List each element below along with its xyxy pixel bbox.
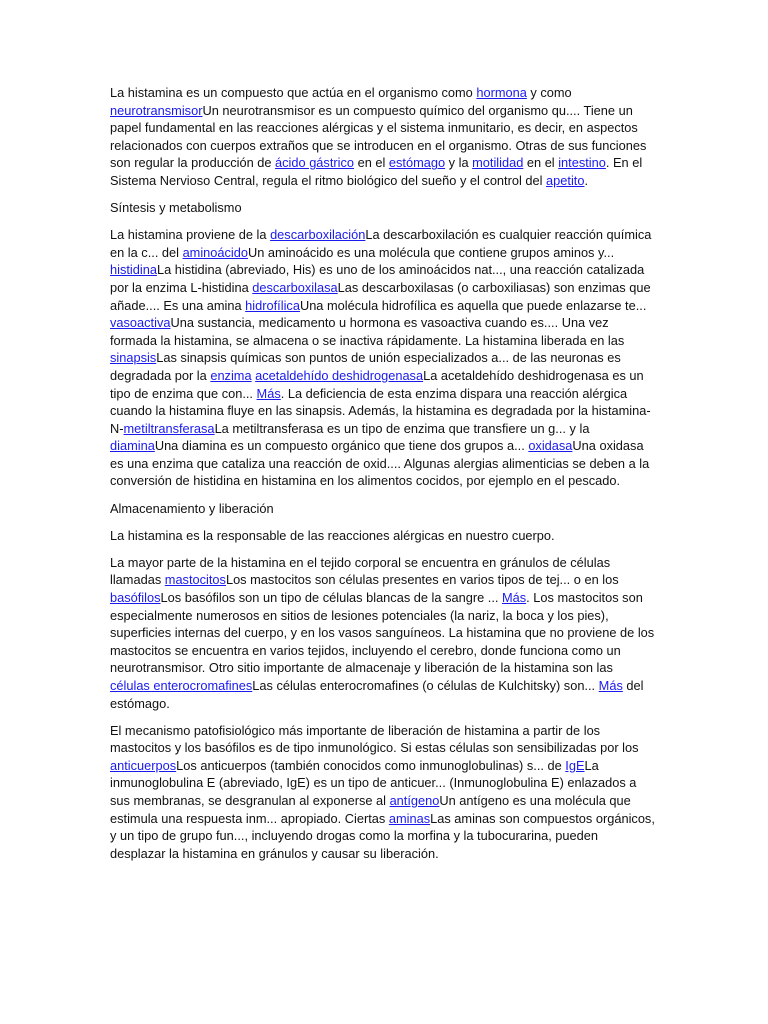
text-run: La metiltransferasa es un tipo de enzima que transfiere un g... y la xyxy=(214,420,590,436)
inline-link[interactable]: metiltransferasa xyxy=(123,420,215,436)
text-run: . La deficiencia de esta enzima dispara una reacción alérgica cuando la histamina fluye en las sinapsis. Además, la histamina es degradada por la histamina-N- xyxy=(110,385,651,436)
paragraph xyxy=(110,84,656,190)
inline-link[interactable]: descarboxilasa xyxy=(252,279,338,295)
inline-link[interactable]: aminoácido xyxy=(182,244,249,260)
text-run: La histamina proviene de la xyxy=(110,227,271,243)
text-run: Los basófilos son un tipo de células blancas de la sangre ... xyxy=(160,589,502,605)
inline-link[interactable]: Más xyxy=(501,589,527,605)
inline-link[interactable]: diamina xyxy=(110,438,155,454)
text-run: . Los mastocitos son especialmente numerosos en sitios de lesiones potenciales (la nariz, la boca y los pies), superficies internas del cuerpo, y en los vasos sanguíneos. La histamina que no proviene de los mastocitos se encuentra en varios tejidos, incluyendo el cerebro, donde funciona como un neurotransmisor. Otro sitio importante de almacenaje y liberación de la histamina son las xyxy=(110,589,655,676)
paragraph xyxy=(110,554,656,712)
document-body xyxy=(110,84,656,872)
inline-link[interactable]: acetaldehído deshidrogenasa xyxy=(255,367,424,383)
inline-link[interactable]: oxidasa xyxy=(528,438,573,454)
section-heading xyxy=(110,500,656,518)
text-run: Las descarboxilasas (o carboxiliasas) son enzimas que añade.... Es una amina xyxy=(110,279,651,313)
text-run: Una molécula hidrofílica es aquella que puede enlazarse te... xyxy=(299,297,647,313)
text-run: La descarboxilación es cualquier reacción química en la c... del xyxy=(110,227,652,260)
section-heading xyxy=(110,199,656,217)
text-run: . xyxy=(584,172,589,188)
text-run: Las sinapsis químicas son puntos de unión especializados a... de las neuronas es degradada por la xyxy=(110,350,621,383)
inline-link[interactable]: estómago xyxy=(388,155,446,171)
text-run: Un aminoácido es una molécula que contiene grupos aminos y... xyxy=(248,244,615,260)
inline-link[interactable]: basófilos xyxy=(110,589,161,605)
inline-link[interactable]: IgE xyxy=(565,757,585,773)
inline-link[interactable]: neurotransmisor xyxy=(110,102,203,118)
inline-link[interactable]: Más xyxy=(598,677,623,693)
text-run: La inmunoglobulina E (abreviado, IgE) es un tipo de anticuer... (Inmunoglobulina E) enlazados a sus membranas, se desgranulan al exponerse al xyxy=(110,757,637,808)
inline-link[interactable]: intestino xyxy=(558,155,606,171)
text-run: en el xyxy=(523,155,559,171)
paragraph xyxy=(110,722,656,863)
text-run: Las células enterocromafines (o células de Kulchitsky) son... xyxy=(252,677,599,693)
text-run: Una sustancia, medicamento u hormona es vasoactiva cuando es.... Una vez formada la histamina, se almacena o se inactiva rápidamente. La histamina liberada en las xyxy=(110,315,625,348)
text-run: Las aminas son compuestos orgánicos, y un tipo de grupo fun..., incluyendo drogas como la morfina y la tubocurarina, pueden desplazar la histamina en gránulos y causar su liberación. xyxy=(110,810,655,861)
text-run: Una oxidasa es una enzima que cataliza una reacción de oxid.... Algunas alergias alimenticias se deben a la conversión de histidina en histamina en los alimentos cocidos, por ejemplo en el pescado. xyxy=(110,438,650,489)
inline-link[interactable]: Más xyxy=(256,385,281,401)
inline-link[interactable]: células enterocromafines xyxy=(110,677,253,693)
inline-link[interactable]: sinapsis xyxy=(110,350,157,366)
inline-link[interactable]: mastocitos xyxy=(164,572,226,588)
inline-link[interactable]: motilidad xyxy=(472,155,524,171)
text-run: La histidina (abreviado, His) es uno de los aminoácidos nat..., una reacción catalizada por la enzima L-histidina xyxy=(110,262,645,295)
inline-link[interactable]: apetito xyxy=(546,172,585,188)
text-run: en el xyxy=(354,155,389,171)
text-run: y la xyxy=(445,155,473,171)
text-run: El mecanismo patofisiológico más importante de liberación de histamina a partir de los mastocitos y los basófilos es de tipo inmunológico. Si estas células son sensibilizadas por los xyxy=(110,722,639,756)
text-run: del estómago. xyxy=(110,677,644,711)
text-run: Almacenamiento y liberación xyxy=(110,500,274,516)
text-run: Un neurotransmisor es un compuesto químico del organismo qu.... Tiene un papel fundamental en las reacciones alérgicas y el sistema inmunitario, es decir, en aspectos relacionados con cuerpos extraños que se introducen en el organismo. Otras de sus funciones son regular la producción de xyxy=(110,102,647,171)
text-run: La mayor parte de la histamina en el tejido corporal se encuentra en gránulos de células llamadas xyxy=(110,554,611,588)
text-run: La histamina es la responsable de las reacciones alérgicas en nuestro cuerpo. xyxy=(110,527,555,543)
inline-link[interactable]: vasoactiva xyxy=(110,315,171,331)
text-run: La histamina es un compuesto que actúa en el organismo como xyxy=(110,85,477,100)
text-run: Un antígeno es una molécula que estimula una respuesta inm... apropiado. Ciertas xyxy=(110,792,631,826)
inline-link[interactable]: hormona xyxy=(476,85,527,100)
paragraph xyxy=(110,527,656,545)
inline-link[interactable]: ácido gástrico xyxy=(275,155,355,171)
text-run: Una diamina es un compuesto orgánico que tiene dos grupos a... xyxy=(154,438,529,454)
text-run: . En el Sistema Nervioso Central, regula el ritmo biológico del sueño y el control del xyxy=(110,155,643,188)
inline-link[interactable]: descarboxilación xyxy=(270,227,366,243)
text-run: y como xyxy=(526,85,572,100)
inline-link[interactable]: histidina xyxy=(110,262,157,278)
paragraph xyxy=(110,226,656,490)
inline-link[interactable]: aminas xyxy=(388,810,431,826)
text-run: Los anticuerpos (también conocidos como inmunoglobulinas) s... de xyxy=(176,757,566,773)
inline-link[interactable]: anticuerpos xyxy=(110,757,177,773)
inline-link[interactable]: antígeno xyxy=(389,792,440,808)
inline-link[interactable]: enzima xyxy=(210,367,252,383)
inline-link[interactable]: hidrofílica xyxy=(245,297,300,313)
text-run: Síntesis y metabolismo xyxy=(110,200,242,216)
text-run: La acetaldehído deshidrogenasa es un tipo de enzima que con... xyxy=(110,367,644,401)
text-run: Los mastocitos son células presentes en varios tipos de tej... o en los xyxy=(225,572,619,588)
